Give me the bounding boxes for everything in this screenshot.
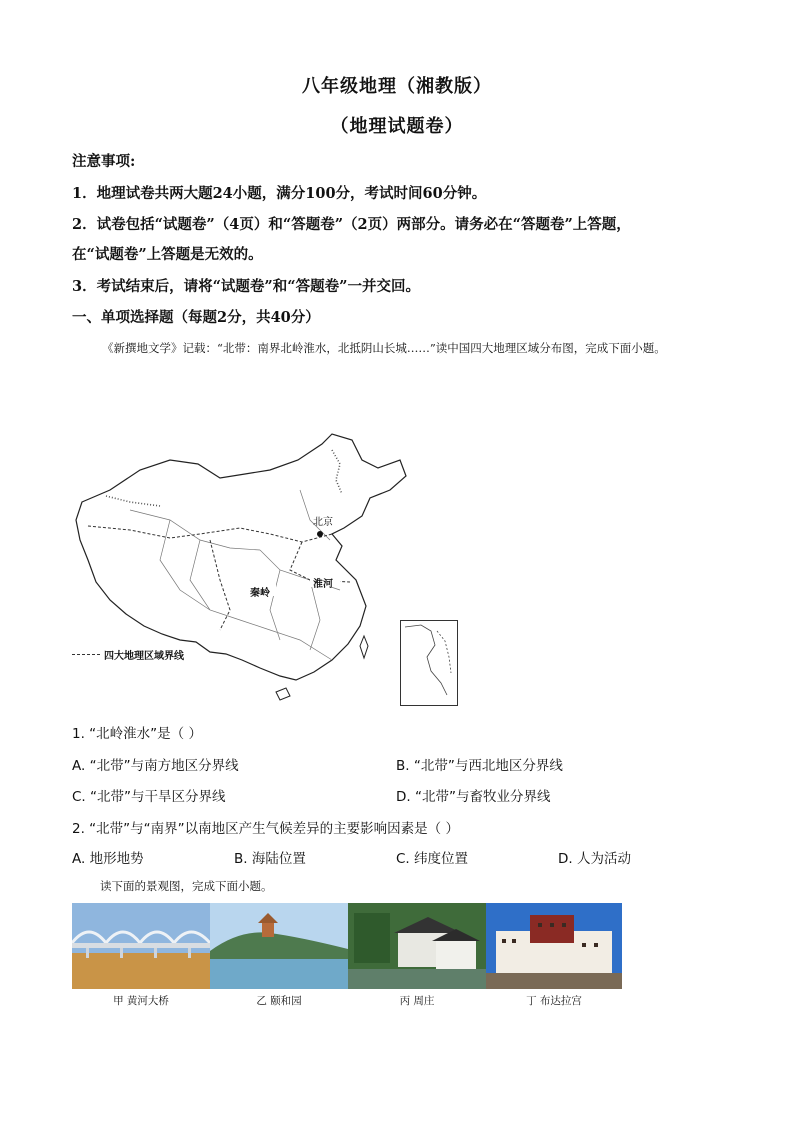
photo-potala-palace	[486, 903, 622, 989]
section-heading: 一、单项选择题（每题2分，共40分）	[72, 309, 320, 326]
note-item-1: 1．地理试卷共两大题24小题，满分100分，考试时间60分钟。	[72, 185, 487, 202]
q2-stem: 2. “北带”与“南界”以南地区产生气候差异的主要影响因素是（ ）	[72, 821, 459, 837]
q2-option-d[interactable]: D. 人为活动	[558, 851, 631, 867]
photo-yellow-river-bridge	[72, 903, 210, 989]
q2-option-c[interactable]: C. 纬度位置	[396, 851, 469, 867]
huaihe-label: 淮河	[313, 579, 333, 590]
caption-jia: 甲 黄河大桥	[113, 995, 169, 1007]
q1-option-c[interactable]: C. “北带”与干旱区分界线	[72, 789, 226, 805]
q2-option-b[interactable]: B. 海陆位置	[234, 851, 306, 867]
beijing-label: 北京	[313, 517, 333, 528]
caption-bing: 丙 周庄	[399, 995, 435, 1007]
hainan-island	[276, 688, 290, 700]
beijing-marker	[317, 531, 323, 537]
q1-stem: 1. “北岭淮水”是（ ）	[72, 726, 202, 742]
legend-dash-line	[72, 654, 100, 655]
q2-option-a[interactable]: A. 地形地势	[72, 851, 144, 867]
note-item-2: 2．试卷包括“试题卷”（4页）和“答题卷”（2页）两部分。请务必在“答题卷”上答题，	[72, 216, 631, 233]
landscape-intro: 读下面的景观图，完成下面小题。	[100, 879, 273, 893]
note-item-2-cont: 在“试题卷”上答题是无效的。	[72, 246, 263, 263]
page-title: 八年级地理（湘教版）	[302, 76, 492, 97]
legend-label: 四大地理区域界线	[104, 651, 184, 662]
inset-map	[401, 621, 456, 704]
mountain-range	[106, 450, 342, 506]
landscape-photos	[72, 903, 622, 989]
q1-option-a[interactable]: A. “北带”与南方地区分界线	[72, 758, 239, 774]
photo-summer-palace	[210, 903, 348, 989]
photo-zhouzhuang	[348, 903, 486, 989]
page-subtitle: （地理试题卷）	[330, 116, 464, 137]
caption-yi: 乙 颐和园	[256, 995, 302, 1007]
china-outline	[76, 434, 406, 680]
province-lines	[130, 490, 340, 660]
q1-option-d[interactable]: D. “北带”与畜牧业分界线	[396, 789, 551, 805]
question-intro: 《新撰地文学》记载：“北带：南界北岭淮水，北抵阴山长城……”读中国四大地理区域分布图，完成下面小题。	[102, 341, 666, 355]
qinling-label: 秦岭	[250, 588, 270, 599]
note-item-3: 3．考试结束后，请将“试题卷”和“答题卷”一并交回。	[72, 278, 420, 295]
south-china-sea-inset	[400, 620, 458, 706]
notes-heading: 注意事项:	[72, 153, 136, 170]
caption-ding: 丁 布达拉宫	[526, 995, 582, 1007]
q1-option-b[interactable]: B. “北带”与西北地区分界线	[396, 758, 563, 774]
taiwan-island	[360, 636, 368, 658]
